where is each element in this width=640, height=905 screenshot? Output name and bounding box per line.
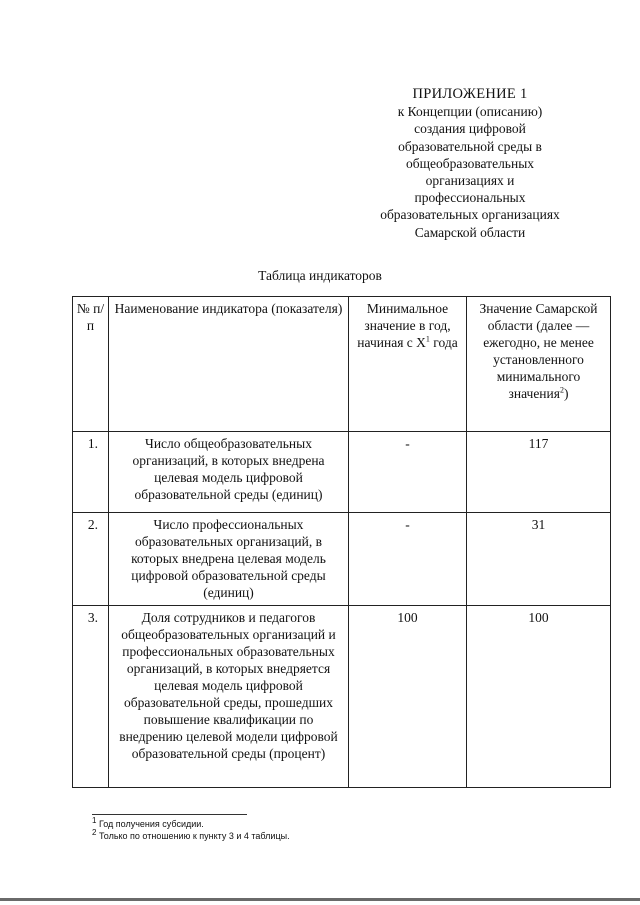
table-row	[73, 513, 611, 606]
appendix-title: ПРИЛОЖЕНИЕ 1	[412, 86, 528, 102]
appendix-line: организациях и	[425, 173, 515, 189]
footnote	[92, 830, 290, 842]
footnote-text: Год получения субсидии.	[98, 819, 204, 829]
table-row	[73, 432, 611, 513]
footnote-ref: 1	[425, 334, 430, 344]
row-name: Число профессиональных образовательных организаций, в которых внедрена целевая модель цифровой образовательной среды (единиц)	[109, 513, 349, 606]
row-num: 3.	[73, 606, 109, 788]
footnote-mark: 1	[92, 816, 97, 825]
appendix-heading	[360, 86, 580, 241]
row-samara: 100	[467, 606, 611, 788]
footnote	[92, 818, 290, 830]
appendix-line: общеобразовательных	[405, 155, 535, 171]
row-num: 2.	[73, 513, 109, 606]
footnote-text: Только по отношению к пункту 3 и 4 таблицы.	[98, 831, 290, 841]
row-name: Число общеобразовательных организаций, в которых внедрена целевая модель цифровой образовательной среды (единиц)	[109, 432, 349, 513]
footnote-divider	[92, 814, 247, 815]
scan-edge-line	[0, 898, 640, 901]
footnote-ref: 2	[559, 385, 564, 395]
header-samara-suffix: )	[563, 386, 569, 401]
footnotes	[92, 818, 290, 842]
header-samara	[467, 297, 611, 432]
indicators-table	[72, 296, 611, 788]
header-name: Наименование индикатора (показателя)	[109, 297, 349, 432]
appendix-line: Самарской области	[414, 224, 526, 240]
header-min-text: Минимальное значение в год, начиная с X	[357, 301, 451, 350]
header-min-suffix: года	[429, 335, 458, 350]
table-title: Таблица индикаторов	[258, 268, 382, 283]
row-min: 100	[349, 606, 467, 788]
row-min: -	[349, 432, 467, 513]
appendix-line: создания цифровой	[414, 121, 526, 137]
header-num: № п/п	[73, 297, 109, 432]
row-name: Доля сотрудников и педагогов общеобразовательных организаций и профессиональных образовательных организаций, в которых внедряется целевая модель цифровой образовательной среды, прошедших повышение квалификации по внедрению целевой модели цифровой образовательной среды (процент)	[109, 606, 349, 788]
row-min: -	[349, 513, 467, 606]
header-samara-text: Значение Самарской области (далее — ежегодно, не менее установленного минимального значения	[479, 301, 598, 401]
appendix-line: образовательных организациях	[380, 207, 560, 223]
appendix-line: профессиональных	[414, 190, 526, 206]
row-samara: 117	[467, 432, 611, 513]
table-row	[73, 606, 611, 788]
row-num: 1.	[73, 432, 109, 513]
footnote-mark: 2	[92, 828, 97, 837]
appendix-line: к Концепции (описанию)	[397, 104, 543, 120]
header-min	[349, 297, 467, 432]
appendix-line: образовательной среды в	[398, 138, 542, 154]
row-samara: 31	[467, 513, 611, 606]
table-header-row	[73, 297, 611, 432]
